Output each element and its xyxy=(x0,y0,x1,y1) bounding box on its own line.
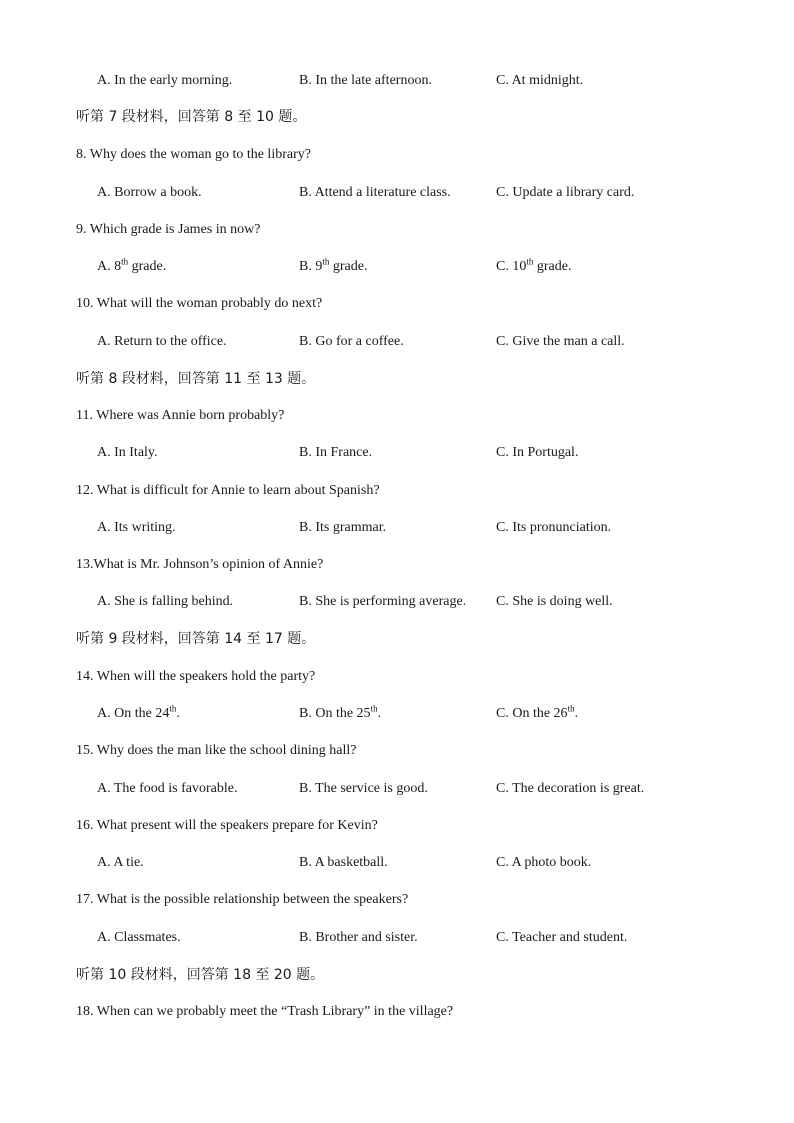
ordinal-suffix: th xyxy=(121,256,129,267)
question-text: 10. What will the woman probably do next? xyxy=(76,296,323,311)
ordinal-suffix: th xyxy=(322,256,330,267)
question-text: 16. What present will the speakers prepare for Kevin? xyxy=(76,818,378,833)
ordinal-suffix: th xyxy=(526,256,534,267)
question-text: 9. Which grade is James in now? xyxy=(76,222,261,237)
answer-option-c: C. Its pronunciation. xyxy=(496,520,612,535)
answer-option-b: B. A basketball. xyxy=(299,855,388,870)
option-text-end: grade. xyxy=(533,259,572,274)
answer-option-c: C. At midnight. xyxy=(496,73,584,88)
option-text: B. On the 25 xyxy=(299,706,371,721)
ordinal-suffix: th xyxy=(370,703,378,714)
question-text: 14. When will the speakers hold the party? xyxy=(76,669,316,684)
answer-option-b: B. The service is good. xyxy=(299,781,428,796)
section-heading: 听第 8 段材料，回答第 11 至 13 题。 xyxy=(76,371,316,387)
ordinal-suffix: th xyxy=(567,703,575,714)
question-text: 18. When can we probably meet the “Trash Library” in the village? xyxy=(76,1004,454,1019)
option-text: A. On the 24 xyxy=(97,706,170,721)
answer-option-a xyxy=(97,258,166,276)
answer-option-a: A. She is falling behind. xyxy=(97,594,234,609)
answer-option-c: C. Update a library card. xyxy=(496,185,635,200)
answer-option-a: A. The food is favorable. xyxy=(97,781,238,796)
answer-option-a: A. A tie. xyxy=(97,855,144,870)
question-text: 11. Where was Annie born probably? xyxy=(76,408,285,423)
answer-option-c xyxy=(496,705,578,723)
option-text-end: . xyxy=(176,706,180,721)
answer-option-a xyxy=(97,705,180,723)
answer-option-a: A. In the early morning. xyxy=(97,73,233,88)
answer-option-b: B. Attend a literature class. xyxy=(299,185,451,200)
answer-option-b: B. She is performing average. xyxy=(299,594,467,609)
answer-option-b: B. In France. xyxy=(299,445,373,460)
answer-option-c: C. Teacher and student. xyxy=(496,930,628,945)
option-text-end: . xyxy=(574,706,579,721)
answer-option-b: B. Its grammar. xyxy=(299,520,387,535)
option-text: C. 10 xyxy=(496,259,527,274)
option-text-end: grade. xyxy=(128,259,167,274)
answer-option-a: A. Borrow a book. xyxy=(97,185,202,200)
question-text: 17. What is the possible relationship between the speakers? xyxy=(76,892,409,907)
section-heading: 听第 10 段材料，回答第 18 至 20 题。 xyxy=(76,967,325,983)
answer-option-c: C. A photo book. xyxy=(496,855,592,870)
answer-option-c xyxy=(496,258,571,276)
answer-option-b: B. Go for a coffee. xyxy=(299,334,404,349)
question-text: 8. Why does the woman go to the library? xyxy=(76,147,311,162)
answer-option-b xyxy=(299,705,381,723)
answer-option-b: B. Brother and sister. xyxy=(299,930,418,945)
option-text: C. On the 26 xyxy=(496,706,568,721)
answer-option-c: C. The decoration is great. xyxy=(496,781,645,796)
option-text-end: . xyxy=(377,706,382,721)
answer-option-b xyxy=(299,258,367,276)
section-heading: 听第 7 段材料，回答第 8 至 10 题。 xyxy=(76,109,307,125)
answer-option-c: C. Give the man a call. xyxy=(496,334,625,349)
answer-option-a: A. Classmates. xyxy=(97,930,181,945)
answer-option-a: A. Return to the office. xyxy=(97,334,227,349)
answer-option-c: C. In Portugal. xyxy=(496,445,579,460)
answer-option-a: A. Its writing. xyxy=(97,520,176,535)
question-text: 12. What is difficult for Annie to learn about Spanish? xyxy=(76,483,380,498)
answer-option-a: A. In Italy. xyxy=(97,445,158,460)
answer-option-b: B. In the late afternoon. xyxy=(299,73,432,88)
answer-option-c: C. She is doing well. xyxy=(496,594,613,609)
question-text: 15. Why does the man like the school dining hall? xyxy=(76,743,357,758)
option-text-end: grade. xyxy=(329,259,368,274)
option-text: A. 8 xyxy=(97,259,122,274)
option-text: B. 9 xyxy=(299,259,323,274)
section-heading: 听第 9 段材料，回答第 14 至 17 题。 xyxy=(76,631,316,647)
question-text: 13.What is Mr. Johnson’s opinion of Annie? xyxy=(76,557,324,572)
ordinal-suffix: th xyxy=(169,703,177,714)
